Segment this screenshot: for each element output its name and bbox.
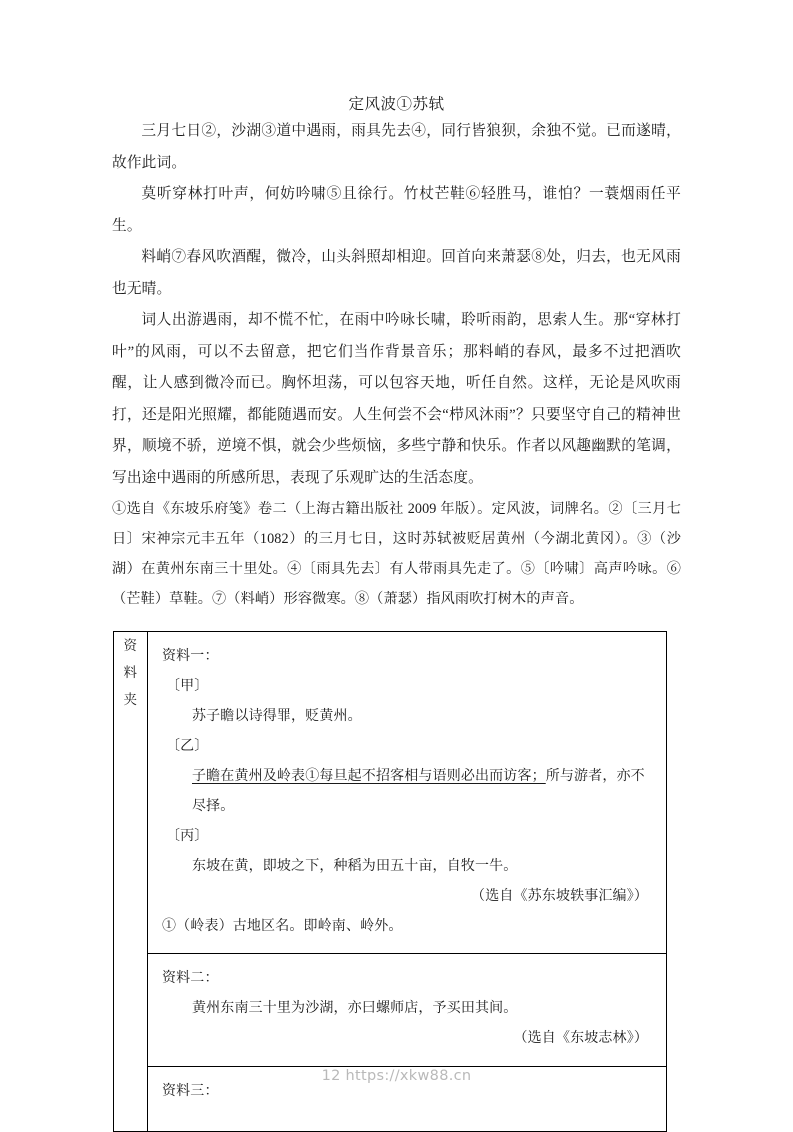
resource-row-label-char-3: 夹 <box>123 692 138 708</box>
resource-one-text-yi-tail: 所与游者，亦不尽择。 <box>192 769 645 815</box>
resource-row-label-char-1: 资 <box>123 638 138 654</box>
table-row <box>114 954 667 1067</box>
preface-paragraph: 三月七日②，沙湖③道中遇雨，雨具先去④，同行皆狼狈，余独不觉。已而遂晴，故作此词。 <box>112 123 681 171</box>
resource-two-text: 黄州东南三十里为沙湖，亦曰螺师店，予买田其间。 <box>192 1001 518 1017</box>
resource-row-label-cell <box>114 632 148 1132</box>
resource-two-source: （选自《东坡志林》） <box>513 1031 648 1047</box>
resource-one-text-yi-underlined: 子瞻在黄州及岭表①每旦起不招客相与语则必出而访客； <box>192 769 546 785</box>
page-title: 定风波①苏轼 <box>348 96 445 113</box>
resource-table-wrapper <box>113 631 667 1132</box>
resource-one-note: ①（岭表）古地区名。即岭南、岭外。 <box>162 919 403 935</box>
resource-one-marker-bing: 〔丙〕 <box>166 829 209 845</box>
resource-one-marker-jia: 〔甲〕 <box>166 679 209 695</box>
resource-one-text-yi <box>162 762 654 822</box>
resource-one-marker-yi: 〔乙〕 <box>166 739 209 755</box>
resource-one-text-bing: 东坡在黄，即坡之下，种稻为田五十亩，自牧一牛。 <box>192 859 518 875</box>
poem-line-1: 莫听穿林打叶声，何妨吟啸⑤且徐行。竹杖芒鞋⑥轻胜马，谁怕？一蓑烟雨任平生。 <box>112 186 681 234</box>
resource-one-heading: 资料一： <box>162 649 219 665</box>
poem-line-2: 料峭⑦春风吹酒醒，微冷，山头斜照却相迎。回首向来萧瑟⑧处，归去，也无风雨也无晴。 <box>112 249 681 297</box>
resource-cell-one <box>148 632 667 954</box>
resource-row-label-char-2: 料 <box>123 665 138 681</box>
footnotes-paragraph: ①选自《东坡乐府笺》卷二（上海古籍出版社 2009 年版）。定风波，词牌名。②〔三月七日〕宋神宗元丰五年（1082）的三月七日，这时苏轼被贬居黄州（今湖北黄冈）。③（沙湖）在黄州东南三十里处。④〔雨具先去〕有人带雨具先走了。⑤〔吟啸〕高声吟咏。⑥（芒鞋）草鞋。⑦（料峭）形容微寒。⑧（萧瑟）指风雨吹打树木的声音。 <box>112 501 681 608</box>
page-watermark: 12 https://xkw88.cn <box>321 1068 472 1084</box>
resource-three-heading: 资料三： <box>162 1084 219 1100</box>
commentary-paragraph: 词人出游遇雨，却不慌不忙，在雨中吟咏长啸，聆听雨韵，思索人生。那“穿林打叶”的风雨，可以不去留意，把它们当作背景音乐；那料峭的春风，最多不过把酒吹醒，让人感到微冷而已。胸怀坦荡，可以包容天地，听任自然。这样，无论是风吹雨打，还是阳光照耀，都能随遇而安。人生何尝不会“栉风沐雨”？只要坚守自己的精神世界，顺境不骄，逆境不惧，就会少些烦恼，多些宁静和快乐。作者以风趣幽默的笔调，写出途中遇雨的所感所思，表现了乐观旷达的生活态度。 <box>112 312 681 486</box>
resource-two-heading: 资料二： <box>162 971 219 987</box>
table-row <box>114 632 667 954</box>
resource-one-source: （选自《苏东坡轶事汇编》） <box>471 889 648 905</box>
resource-table <box>113 631 667 1132</box>
resource-one-text-jia: 苏子瞻以诗得罪，贬黄州。 <box>192 709 362 725</box>
resource-cell-two <box>148 954 667 1067</box>
